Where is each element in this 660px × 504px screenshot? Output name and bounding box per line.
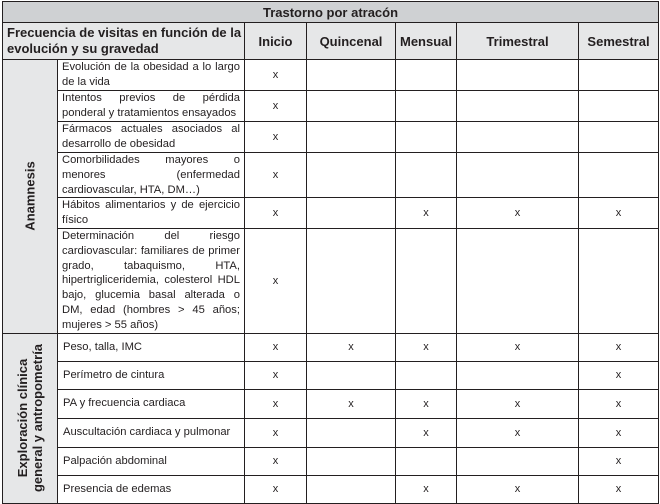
row-item: Evolución de la obesidad a lo largo de la vida	[58, 60, 245, 91]
row-item: PA y frecuencia cardiaca	[58, 389, 245, 418]
row-mark	[307, 91, 396, 122]
row-mark: x	[245, 228, 307, 333]
table-row	[3, 153, 659, 198]
header-inicio: Inicio	[245, 23, 307, 60]
row-mark	[307, 475, 396, 503]
row-mark: x	[579, 198, 659, 229]
row-mark: x	[245, 418, 307, 447]
header-mensual: Mensual	[396, 23, 457, 60]
row-mark: x	[457, 198, 579, 229]
row-mark: x	[245, 153, 307, 198]
table-row	[3, 447, 659, 475]
row-mark: x	[245, 389, 307, 418]
row-mark	[457, 91, 579, 122]
row-mark: x	[457, 389, 579, 418]
row-item: Determinación del riesgo cardiovascular: familiares de primer grado, tabaquismo, HTA, hipertrigliceridemia, colesterol HDL bajo, glucemia basal alterada o DM, edad (hombres > 45 años; mujeres > 55 años)	[58, 228, 245, 333]
row-mark	[307, 447, 396, 475]
row-mark	[579, 153, 659, 198]
row-mark: x	[579, 475, 659, 503]
row-mark	[396, 447, 457, 475]
table-row	[3, 122, 659, 153]
row-mark	[307, 228, 396, 333]
group-label-line: general y antropometría	[30, 344, 45, 493]
row-item: Palpación abdominal	[58, 447, 245, 475]
table-row	[3, 198, 659, 229]
row-mark: x	[457, 475, 579, 503]
row-mark	[396, 60, 457, 91]
row-mark: x	[457, 333, 579, 361]
header-semestral: Semestral	[579, 23, 659, 60]
row-item: Peso, talla, IMC	[58, 333, 245, 361]
row-mark	[457, 447, 579, 475]
group-label-line: Exploración clínica	[15, 358, 30, 478]
row-mark	[307, 153, 396, 198]
row-mark	[457, 153, 579, 198]
header-frequency: Frecuencia de visitas en función de la evolución y su gravedad	[3, 23, 245, 60]
row-mark	[579, 228, 659, 333]
row-mark: x	[307, 389, 396, 418]
group-label-exploracion	[3, 333, 58, 503]
header-quincenal: Quincenal	[307, 23, 396, 60]
table-row	[3, 475, 659, 503]
visit-frequency-table	[2, 1, 659, 504]
header-trimestral: Trimestral	[457, 23, 579, 60]
row-mark	[307, 122, 396, 153]
row-mark: x	[245, 198, 307, 229]
row-item: Presencia de edemas	[58, 475, 245, 503]
table-row	[3, 389, 659, 418]
row-mark: x	[245, 122, 307, 153]
row-mark	[579, 91, 659, 122]
row-item: Intentos previos de pérdida ponderal y tratamientos ensayados	[58, 91, 245, 122]
row-mark	[396, 361, 457, 389]
table-row	[3, 91, 659, 122]
row-mark: x	[396, 418, 457, 447]
row-mark: x	[307, 333, 396, 361]
row-mark	[307, 418, 396, 447]
row-mark: x	[579, 418, 659, 447]
row-mark: x	[457, 418, 579, 447]
row-mark: x	[396, 389, 457, 418]
row-mark	[396, 153, 457, 198]
table-row	[3, 361, 659, 389]
table-body	[3, 60, 659, 504]
row-item: Hábitos alimentarios y de ejercicio físico	[58, 198, 245, 229]
row-mark	[579, 60, 659, 91]
row-item: Perímetro de cintura	[58, 361, 245, 389]
row-mark: x	[245, 447, 307, 475]
row-mark	[396, 91, 457, 122]
group-label-line: Anamnesis	[22, 161, 38, 231]
row-item: Comorbilidades mayores o menores (enfermedad cardiovascular, HTA, DM…)	[58, 153, 245, 198]
row-mark: x	[245, 361, 307, 389]
table-row	[3, 60, 659, 91]
row-mark: x	[396, 198, 457, 229]
row-mark	[307, 60, 396, 91]
row-mark: x	[579, 361, 659, 389]
row-mark	[396, 122, 457, 153]
row-item: Auscultación cardiaca y pulmonar	[58, 418, 245, 447]
group-label-text	[23, 162, 38, 231]
row-mark: x	[245, 475, 307, 503]
row-mark: x	[245, 333, 307, 361]
table-row	[3, 333, 659, 361]
row-mark	[307, 198, 396, 229]
row-mark: x	[396, 333, 457, 361]
row-mark	[396, 228, 457, 333]
row-mark: x	[579, 333, 659, 361]
row-mark	[307, 361, 396, 389]
table-row	[3, 418, 659, 447]
row-mark: x	[579, 389, 659, 418]
row-mark	[457, 361, 579, 389]
header-row	[3, 23, 659, 60]
row-mark: x	[579, 447, 659, 475]
table-row	[3, 228, 659, 333]
row-item: Fármacos actuales asociados al desarrollo de obesidad	[58, 122, 245, 153]
row-mark	[457, 228, 579, 333]
group-label-text	[15, 344, 45, 492]
row-mark	[457, 122, 579, 153]
row-mark	[457, 60, 579, 91]
row-mark: x	[245, 60, 307, 91]
row-mark: x	[396, 475, 457, 503]
group-label-anamnesis	[3, 60, 58, 334]
row-mark: x	[245, 91, 307, 122]
row-mark	[579, 122, 659, 153]
table-title: Trastorno por atracón	[3, 2, 659, 23]
